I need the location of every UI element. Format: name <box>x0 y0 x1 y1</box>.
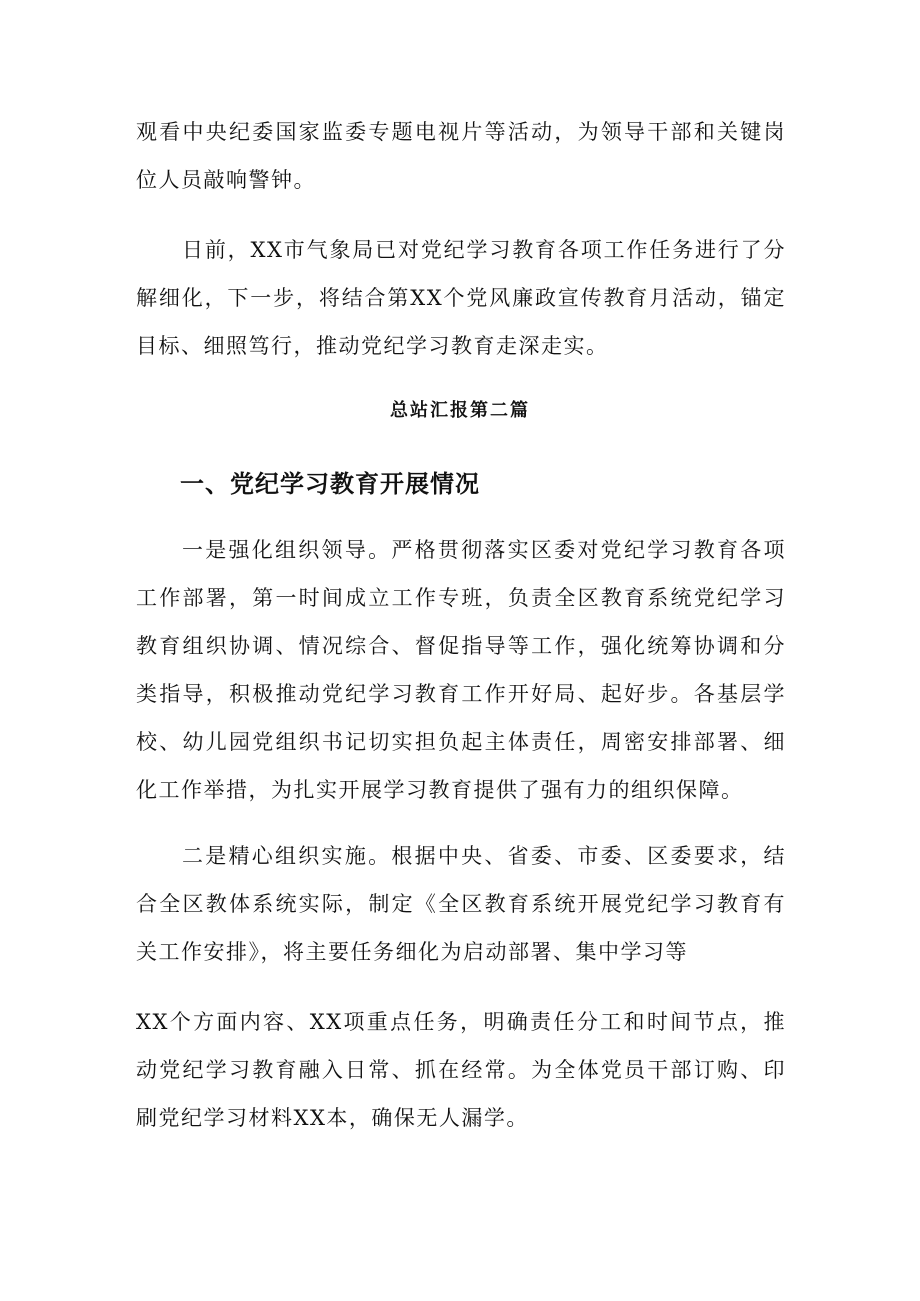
section-title: 总站汇报第二篇 <box>390 400 530 421</box>
paragraph-meteorology: 日前，XX市气象局已对党纪学习教育各项工作任务进行了分解细化，下一步，将结合第XX个党风廉政宣传教育月活动，锚定目标、细照笃行，推动党纪学习教育走深走实。 <box>136 238 786 358</box>
section-heading: 一、党纪学习教育开展情况 <box>180 470 480 498</box>
paragraph-implementation: 二是精心组织实施。根据中央、省委、市委、区委要求，结合全区教体系统实际，制定《全区教育系统开展党纪学习教育有关工作安排》，将主要任务细化为启动部署、集中学习等 <box>136 844 786 964</box>
paragraph-continuation: 观看中央纪委国家监委专题电视片等活动，为领导干部和关键岗位人员敲响警钟。 <box>136 120 786 192</box>
paragraph-tasks: XX个方面内容、XX项重点任务，明确责任分工和时间节点，推动党纪学习教育融入日常、抓在经常。为全体党员干部订购、印刷党纪学习材料XX本，确保无人漏学。 <box>136 1010 786 1130</box>
paragraph-organization-leadership: 一是强化组织领导。严格贯彻落实区委对党纪学习教育各项工作部署，第一时间成立工作专班，负责全区教育系统党纪学习教育组织协调、情况综合、督促指导等工作，强化统筹协调和分类指导，积极推动党纪学习教育工作开好局、起好步。各基层学校、幼儿园党组织书记切实担负起主体责任，周密安排部署、细化工作举措，为扎实开展学习教育提供了强有力的组织保障。 <box>136 538 786 802</box>
